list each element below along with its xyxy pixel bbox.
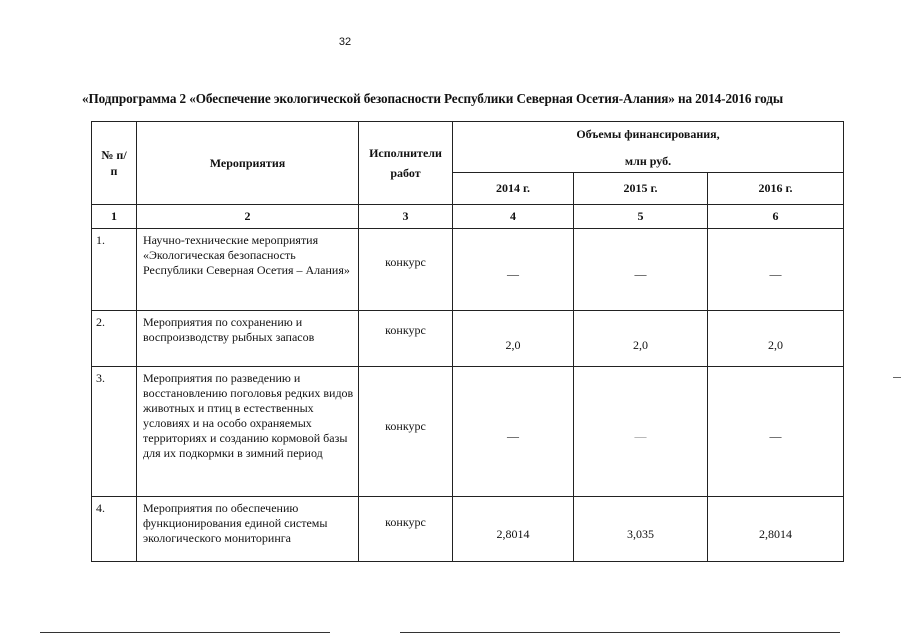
document-title: «Подпрограмма 2 «Обеспечение экологической безопасности Республики Северная Осетия-Алания» на 2014-2016 годы: [82, 91, 784, 106]
header-measures: Мероприятия: [137, 122, 359, 205]
value-2015-text: —: [634, 267, 647, 281]
row-executor-text: конкурс: [385, 515, 426, 529]
header-executors-label: Исполнители работ: [369, 146, 442, 180]
value-2016-text: 2,0: [768, 338, 783, 352]
value-2014-text: —: [507, 429, 519, 443]
value-2016-text: —: [769, 267, 782, 281]
table-row: [92, 367, 844, 497]
value-2016: [708, 367, 844, 497]
row-index: 4.: [92, 497, 137, 562]
value-2015: [574, 497, 708, 562]
header-year-2014: 2014 г.: [453, 173, 574, 205]
row-executor: [359, 367, 453, 497]
value-2015: [574, 311, 708, 367]
row-executor-text: конкурс: [385, 419, 426, 433]
row-index: 1.: [92, 229, 137, 311]
value-2016: [708, 229, 844, 311]
column-number: 4: [453, 205, 574, 229]
header-row-top: [92, 122, 844, 173]
value-2016-text: 2,8014: [759, 527, 792, 541]
row-executor-text: конкурс: [385, 255, 426, 269]
column-number: 6: [708, 205, 844, 229]
margin-tick: [893, 377, 901, 378]
header-funding-line2: млн руб.: [624, 154, 672, 168]
row-description: Научно-технические мероприятия «Экологическая безопасность Республики Северная Осетия – Алания»: [137, 229, 359, 311]
row-index: 3.: [92, 367, 137, 497]
value-2014: [453, 497, 574, 562]
header-num: [92, 122, 137, 205]
header-year-2016: 2016 г.: [708, 173, 844, 205]
value-2016: [708, 497, 844, 562]
header-funding-line1: Объемы финансирования,: [576, 127, 720, 141]
page-number: 32: [338, 36, 352, 48]
column-number: 1: [92, 205, 137, 229]
column-number-row: [92, 205, 844, 229]
table-row: [92, 497, 844, 562]
value-2014: [453, 229, 574, 311]
value-2014-text: 2,8014: [496, 527, 530, 541]
value-2015-text: 2,0: [633, 338, 648, 352]
row-executor: [359, 229, 453, 311]
header-year-2015: 2015 г.: [574, 173, 708, 205]
value-2015-text: 3,035: [627, 527, 654, 541]
row-description: Мероприятия по обеспечению функционирования единой системы экологического мониторинга: [137, 497, 359, 562]
header-executors: [359, 122, 453, 205]
funding-table: [91, 121, 844, 562]
row-index: 2.: [92, 311, 137, 367]
table-row: [92, 311, 844, 367]
footer-rule-left: [40, 632, 330, 633]
row-description: Мероприятия по разведению и восстановлению поголовья редких видов животных и птиц в естественных условиях и на особо охраняемых территориях и созданию кормовой базы для их подкормки в зимний период: [137, 367, 359, 497]
footer-rule-right: [400, 632, 840, 633]
header-num-label: № п/п: [101, 148, 127, 178]
column-number: 5: [574, 205, 708, 229]
value-2016: [708, 311, 844, 367]
row-executor: [359, 311, 453, 367]
value-2016-text: —: [769, 429, 782, 443]
value-2015: [574, 367, 708, 497]
value-2014: [453, 311, 574, 367]
column-number: 3: [359, 205, 453, 229]
value-2015: [574, 229, 708, 311]
value-2014-text: —: [507, 267, 519, 281]
table-row: [92, 229, 844, 311]
value-2015-text: —: [634, 429, 647, 443]
header-funding: [453, 122, 844, 173]
column-number: 2: [137, 205, 359, 229]
value-2014: [453, 367, 574, 497]
value-2014-text: 2,0: [505, 338, 521, 352]
row-executor: [359, 497, 453, 562]
row-description: Мероприятия по сохранению и воспроизводству рыбных запасов: [137, 311, 359, 367]
row-executor-text: конкурс: [385, 323, 426, 337]
